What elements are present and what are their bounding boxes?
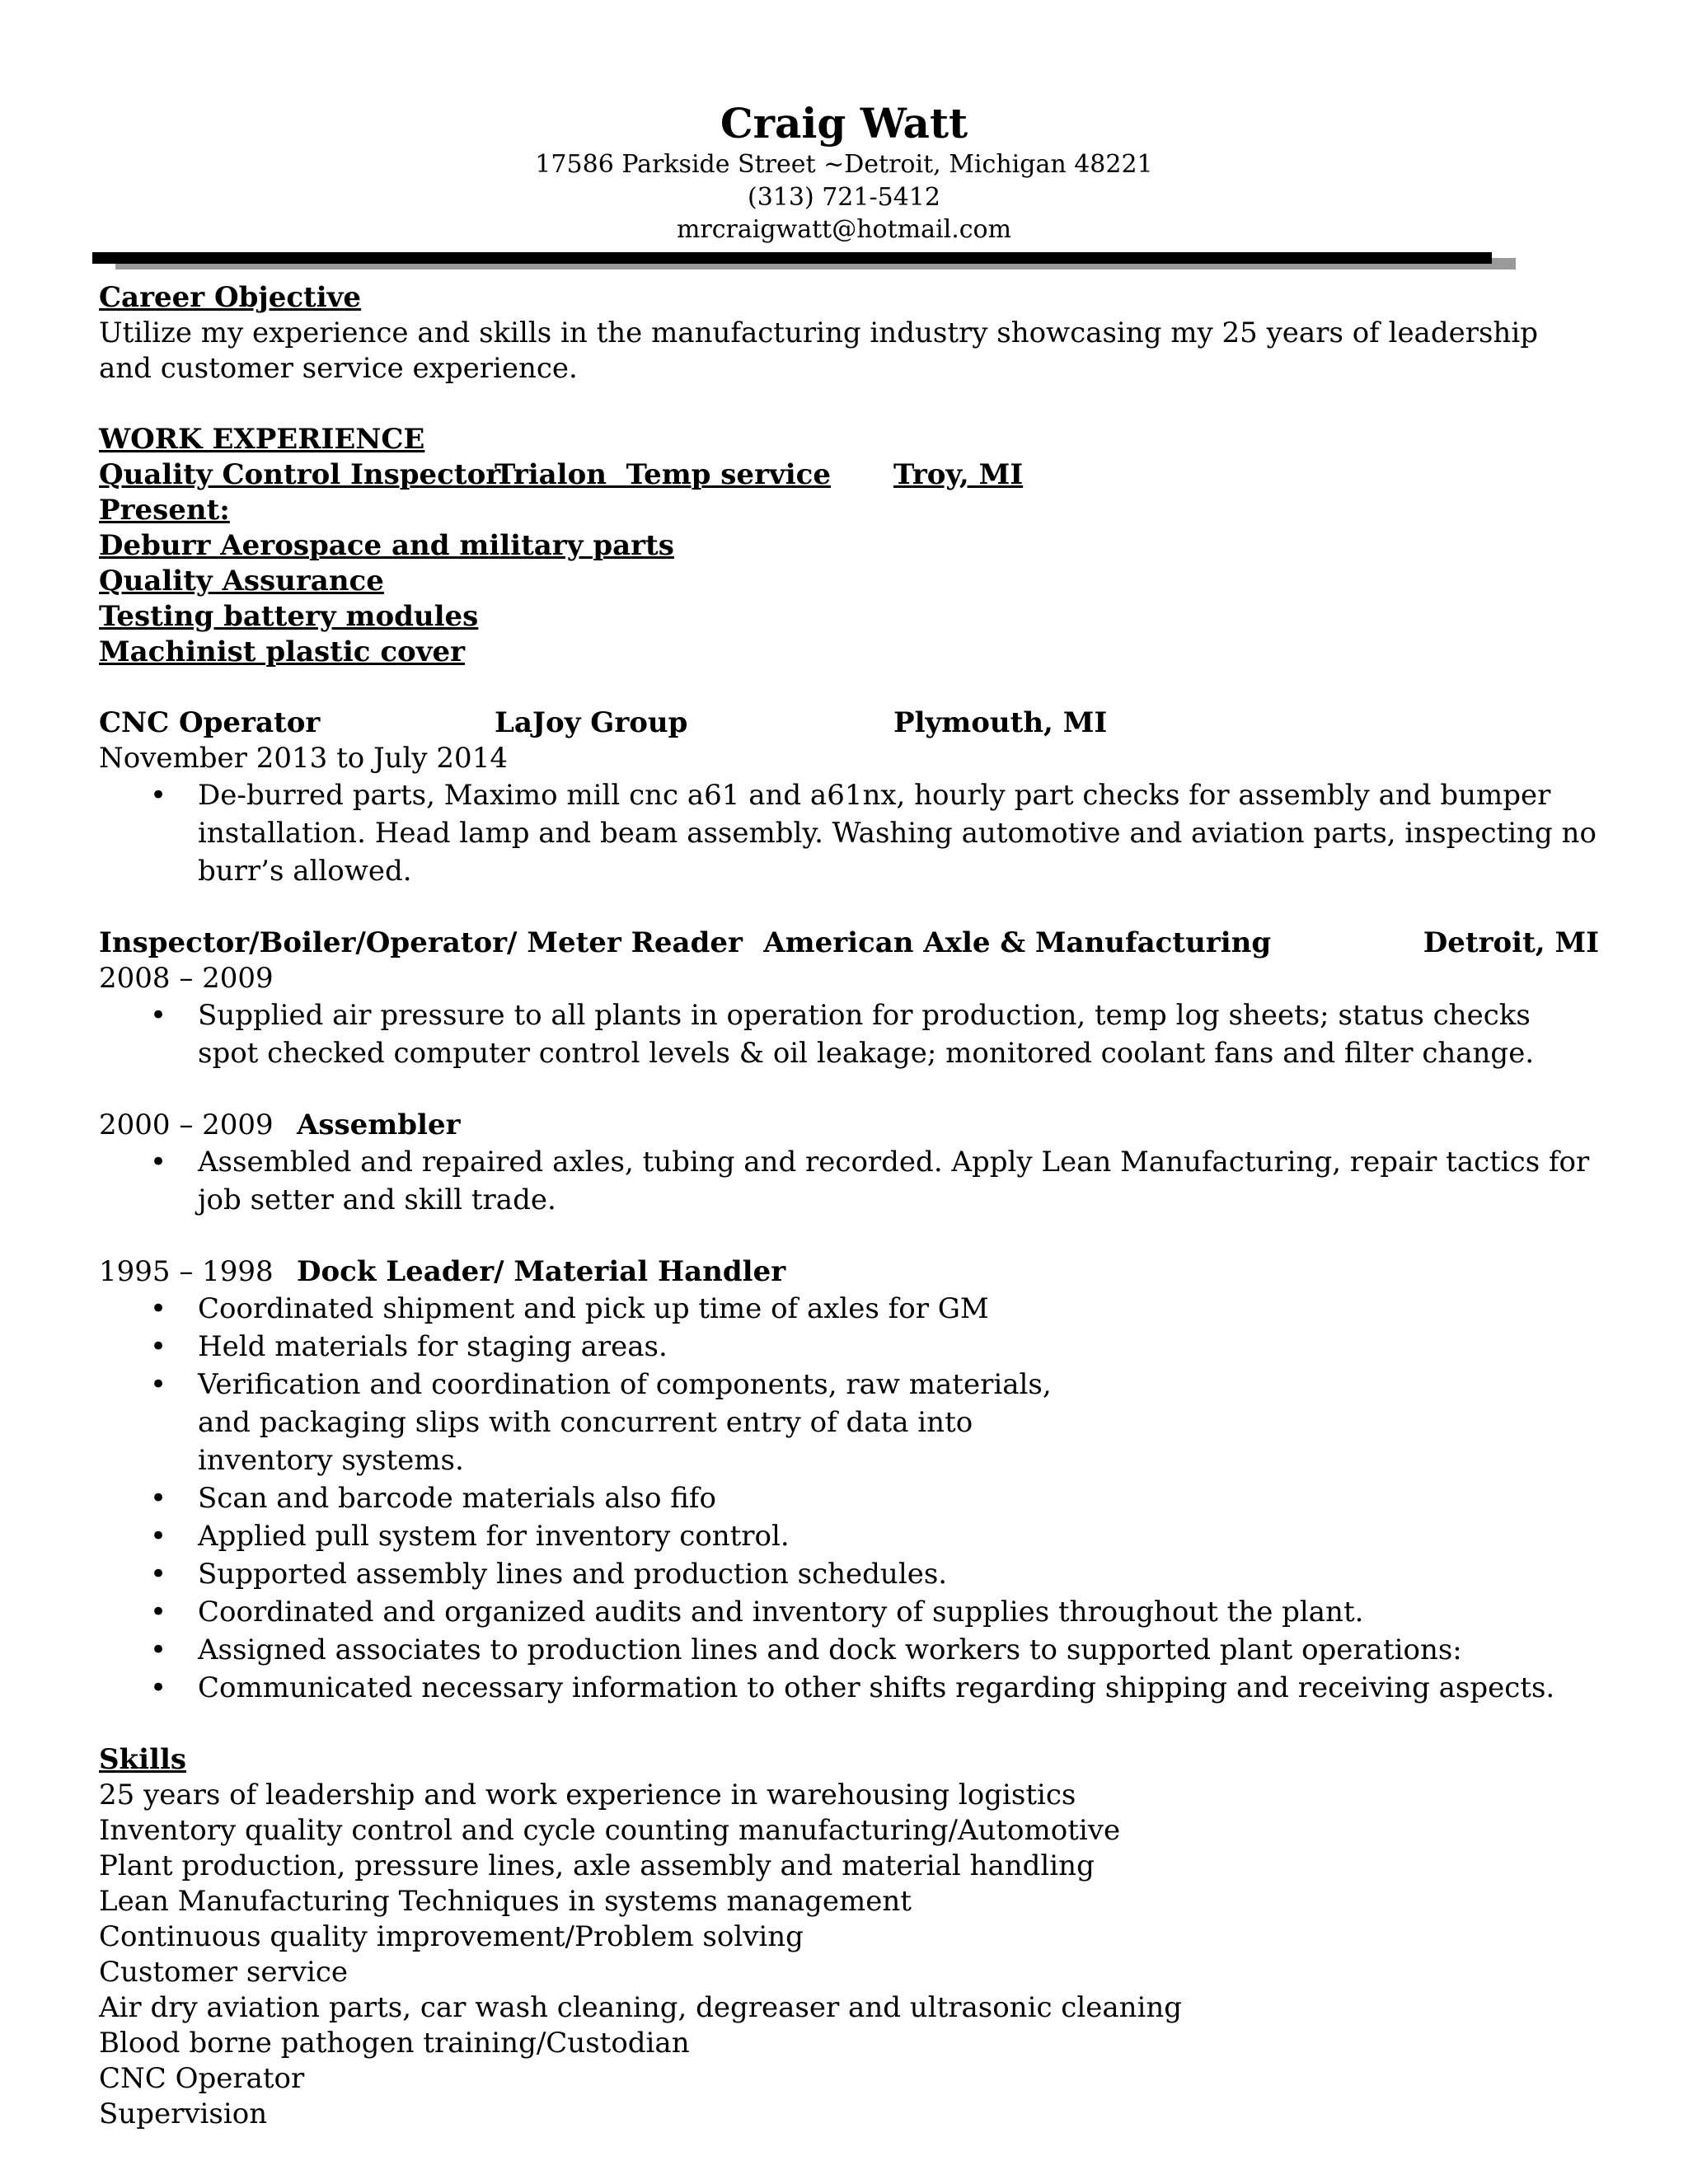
skill-item: Blood borne pathogen training/Custodian [99, 2027, 690, 2060]
skill-item: Inventory quality control and cycle counting manufacturing/Automotive [99, 1814, 1121, 1847]
skill-item: Continuous quality improvement/Problem solving [99, 1920, 804, 1953]
job3-bullets [99, 996, 1599, 1072]
job1-title: Quality Control Inspector [99, 458, 501, 491]
list-item: • Assigned associates to production lines and dock workers to supported plant operations: [99, 1631, 1599, 1669]
job4-header [99, 1108, 1599, 1143]
work-experience-heading: WORK EXPERIENCE [99, 423, 425, 456]
job1-line: Deburr Aerospace and military parts [99, 529, 674, 562]
job4-bullets [99, 1143, 1599, 1219]
job3-header [99, 926, 1599, 961]
job2-dates: November 2013 to July 2014 [99, 742, 508, 775]
skill-item: Supervision [99, 2097, 268, 2130]
list-item: • Supported assembly lines and production schedules. [99, 1555, 1599, 1593]
list-item: • Communicated necessary information to other shifts regarding shipping and receiving aspects. [99, 1669, 1599, 1707]
candidate-name: Craig Watt [720, 99, 968, 148]
objective-text: Utilize my experience and skills in the manufacturing industry showcasing my 25 years of leadership and customer service experience. [99, 316, 1538, 385]
job1-header [99, 457, 1599, 493]
skill-item: Air dry aviation parts, car wash cleaning, degreaser and ultrasonic cleaning [99, 1991, 1183, 2024]
email: mrcraigwatt@hotmail.com [676, 215, 1012, 244]
job3-title: Inspector/Boiler/Operator/ Meter Reader [99, 926, 743, 959]
job5-header [99, 1254, 1599, 1290]
skill-item: Lean Manufacturing Techniques in systems management [99, 1885, 912, 1918]
skill-item: Customer service [99, 1956, 348, 1989]
list-item: • Scan and barcode materials also fifo [99, 1479, 1599, 1517]
list-item: • Held materials for staging areas. [99, 1328, 1599, 1366]
list-item: • Coordinated and organized audits and inventory of supplies throughout the plant. [99, 1593, 1599, 1631]
job5-bullets [99, 1290, 1599, 1707]
resume-body [99, 280, 1599, 2132]
skill-item: Plant production, pressure lines, axle assembly and material handling [99, 1849, 1095, 1882]
job5-title: Dock Leader/ Material Handler [297, 1255, 786, 1288]
job1-line: Present: [99, 494, 230, 527]
job1-line: Quality Assurance [99, 565, 384, 598]
list-item: • Verification and coordination of components, raw materials, and packaging slips with concurrent entry of data into inventory systems. [99, 1366, 1599, 1479]
job1-company: Trialon Temp service [495, 458, 831, 491]
job3-dates: 2008 – 2009 [99, 962, 274, 995]
list-item: • Supplied air pressure to all plants in operation for production, temp log sheets; status checks spot checked computer control levels & oil leakage; monitored coolant fans and filter change. [99, 996, 1599, 1072]
header-rule [92, 252, 1492, 264]
job1-line: Testing battery modules [99, 600, 479, 633]
list-item: • Applied pull system for inventory control. [99, 1517, 1599, 1555]
address: 17586 Parkside Street ~Detroit, Michigan 48221 [535, 150, 1153, 179]
phone: (313) 721-5412 [748, 183, 940, 212]
skill-item: CNC Operator [99, 2062, 305, 2095]
job3-company: American Axle & Manufacturing [763, 926, 1272, 959]
job2-company: LaJoy Group [495, 706, 688, 739]
job1-line: Machinist plastic cover [99, 635, 466, 668]
job2-location: Plymouth, MI [893, 706, 1108, 739]
job2-bullets [99, 776, 1599, 890]
skills-heading: Skills [99, 1743, 187, 1776]
job1-location: Troy, MI [893, 458, 1024, 491]
job2-header [99, 705, 1599, 741]
job5-dates: 1995 – 1998 [99, 1255, 274, 1288]
job3-location: Detroit, MI [1423, 926, 1599, 959]
job4-title: Assembler [297, 1108, 461, 1141]
list-item: • Assembled and repaired axles, tubing and recorded. Apply Lean Manufacturing, repair tactics for job setter and skill trade. [99, 1143, 1599, 1219]
skill-item: 25 years of leadership and work experience in warehousing logistics [99, 1779, 1076, 1811]
list-item: • Coordinated shipment and pick up time of axles for GM [99, 1290, 1599, 1328]
objective-heading: Career Objective [99, 281, 362, 314]
job4-dates: 2000 – 2009 [99, 1108, 274, 1141]
job2-title: CNC Operator [99, 706, 321, 739]
list-item: • De-burred parts, Maximo mill cnc a61 and a61nx, hourly part checks for assembly and bumper installation. Head lamp and beam assembly. Washing automotive and aviation parts, inspecting no burr’s allowed. [99, 776, 1599, 890]
